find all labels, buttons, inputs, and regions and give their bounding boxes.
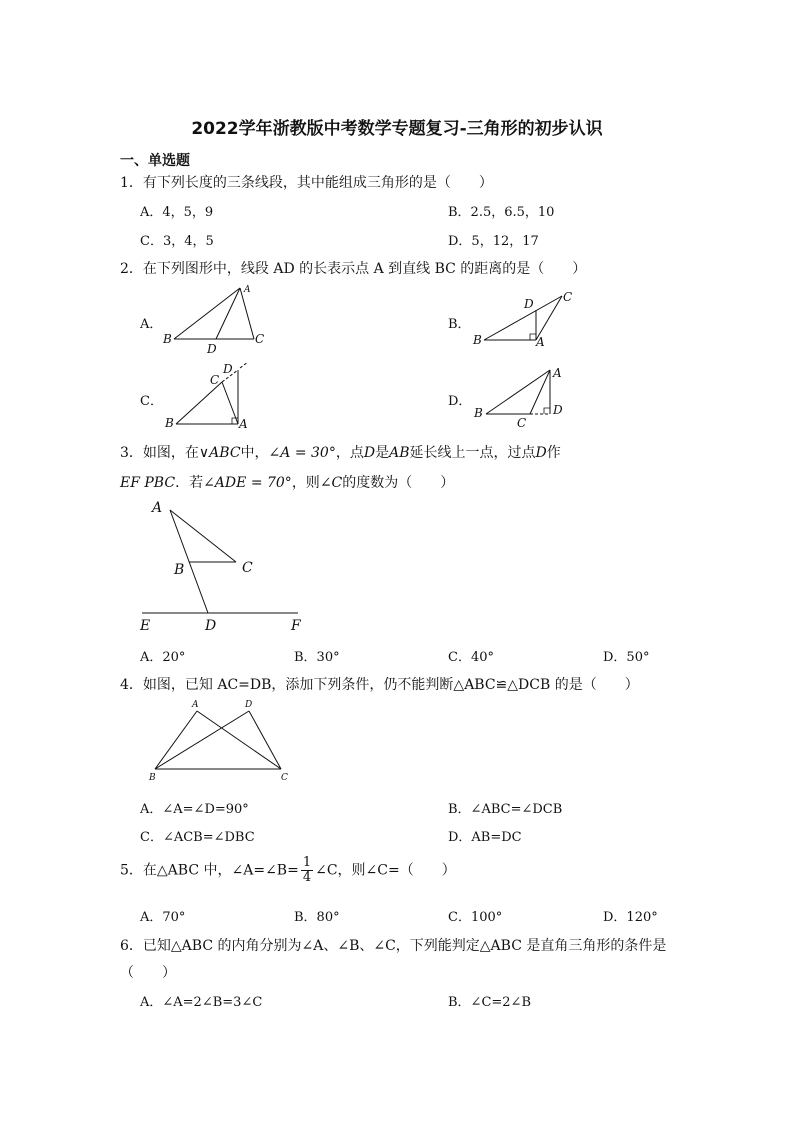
fig-a-label-d: D [207, 342, 217, 354]
q4-fig-label-b: B [149, 773, 156, 783]
question-6-stem-line-1: 6．已知△ABC 的内角分别为∠A、∠B、∠C，下列能判定△ABC 是直角三角形的条件是 [120, 938, 667, 954]
question-4-option-b: B．∠ABC=∠DCB [448, 802, 563, 817]
question-1-stem: 1．有下列长度的三条线段，其中能组成三角形的是（ ） [120, 175, 493, 191]
question-4-figure [145, 697, 295, 785]
document-title: 2022学年浙教版中考数学专题复习-三角形的初步认识 [191, 119, 603, 139]
question-1-option-b: B．2.5，6.5，10 [448, 205, 555, 220]
q3-math-point-d: D [535, 445, 547, 461]
question-3-figure [134, 498, 309, 638]
q3-text: 是 [375, 445, 390, 461]
fig-c-label-a: A [239, 417, 248, 431]
q3-text: 作 [546, 445, 561, 461]
fig-a-label-a: A [244, 285, 251, 295]
question-5-option-a: A．70° [140, 910, 186, 925]
question-3-option-a: A．20° [140, 650, 186, 665]
question-5-option-c: C．100° [448, 910, 503, 925]
fig-b-label-a: A [536, 335, 545, 349]
fig-b-label-d: D [524, 297, 534, 311]
fig-a-label-c: C [255, 332, 265, 346]
q3-math-triangle: ∨ABC [198, 445, 241, 461]
q3-math-angle-ade: ∠ADE = 70° [203, 475, 292, 491]
q3-text: 的度数为（ ） [342, 475, 455, 491]
fig-b-label-c: C [563, 290, 573, 304]
q3-fig-label-f: F [291, 618, 301, 634]
question-2-option-b: B． [448, 317, 471, 332]
q3-fig-label-b: B [174, 562, 185, 578]
question-4-option-a: A．∠A=∠D=90° [140, 802, 249, 817]
question-2-stem: 2．在下列图形中，线段 AD 的长表示点 A 到直线 BC 的距离的是（ ） [120, 261, 587, 277]
question-4-stem: 4．如图，已知 AC=DB，添加下列条件，仍不能判断△ABC≌△DCB 的是（ ） [120, 677, 639, 693]
fig-c-label-b: B [165, 416, 174, 430]
q3-text: 延长线上一点，过点 [409, 445, 536, 461]
q3-fig-label-d: D [205, 618, 217, 634]
fig-c-label-c: C [210, 373, 220, 387]
q3-fig-label-e: E [140, 618, 151, 634]
question-5-option-d: D．120° [603, 910, 658, 925]
question-2-figure-a [160, 282, 270, 354]
q5-text: ∠C，则∠C=（ ） [315, 862, 456, 879]
question-2-option-c: C． [140, 394, 163, 409]
q5-fraction-denominator: 4 [302, 870, 312, 885]
q4-fig-label-d: D [245, 700, 253, 710]
question-6-stem-line-2: （ ） [120, 965, 176, 981]
q3-math-angle-a: ∠A = 30° [268, 445, 336, 461]
question-2-figure-c [162, 360, 257, 432]
q3-text: 中， [240, 445, 269, 461]
question-5-option-b: B．80° [294, 910, 340, 925]
question-4-option-d: D．AB=DC [448, 830, 522, 845]
question-3-stem-line-1 [120, 442, 561, 462]
question-3-option-d: D．50° [603, 650, 650, 665]
q5-fraction [301, 856, 313, 885]
q3-math-segment-ab: AB [389, 445, 410, 461]
question-2-option-a: A． [140, 317, 163, 332]
question-4-option-c: C．∠ACB=∠DBC [140, 830, 255, 845]
question-5-stem [120, 856, 456, 885]
q3-math-angle-c: ∠C [319, 475, 343, 491]
q4-fig-label-c: C [281, 773, 288, 783]
question-2-figure-d [470, 362, 580, 430]
q4-fig-label-a: A [192, 700, 199, 710]
fig-d-label-c: C [517, 416, 527, 430]
question-1-option-c: C．3，4，5 [140, 234, 214, 249]
q3-fig-label-a: A [152, 500, 163, 516]
q3-math-point-d: D [363, 445, 376, 461]
fig-d-label-a: A [553, 366, 562, 380]
q3-fig-label-c: C [242, 560, 253, 576]
fig-d-label-b: B [474, 406, 483, 420]
question-3-stem-line-2 [120, 472, 454, 492]
question-1-option-a: A．4，5，9 [140, 205, 214, 220]
question-2-option-d: D． [448, 394, 472, 409]
section-heading: 一、单选题 [120, 153, 190, 169]
q3-text: ，则 [291, 475, 320, 491]
q5-text: 5．在△ABC 中，∠A=∠B= [120, 862, 299, 879]
fig-c-label-d: D [223, 362, 233, 376]
question-3-option-c: C．40° [448, 650, 494, 665]
question-1-option-d: D．5，12，17 [448, 234, 539, 249]
question-6-option-b: B．∠C=2∠B [448, 995, 532, 1010]
q3-text: ，点 [335, 445, 364, 461]
question-2-figure-b [470, 288, 585, 350]
fig-a-label-b: B [163, 332, 172, 346]
question-6-option-a: A．∠A=2∠B=3∠C [140, 995, 263, 1010]
question-3-option-b: B．30° [294, 650, 340, 665]
fig-b-label-b: B [473, 333, 482, 347]
q5-fraction-numerator: 1 [302, 855, 312, 870]
fig-d-label-d: D [553, 403, 563, 417]
q3-text: 3．如图，在 [120, 445, 199, 461]
q3-text: ．若 [175, 475, 204, 491]
q3-math-parallel: EF PBC [120, 475, 176, 491]
